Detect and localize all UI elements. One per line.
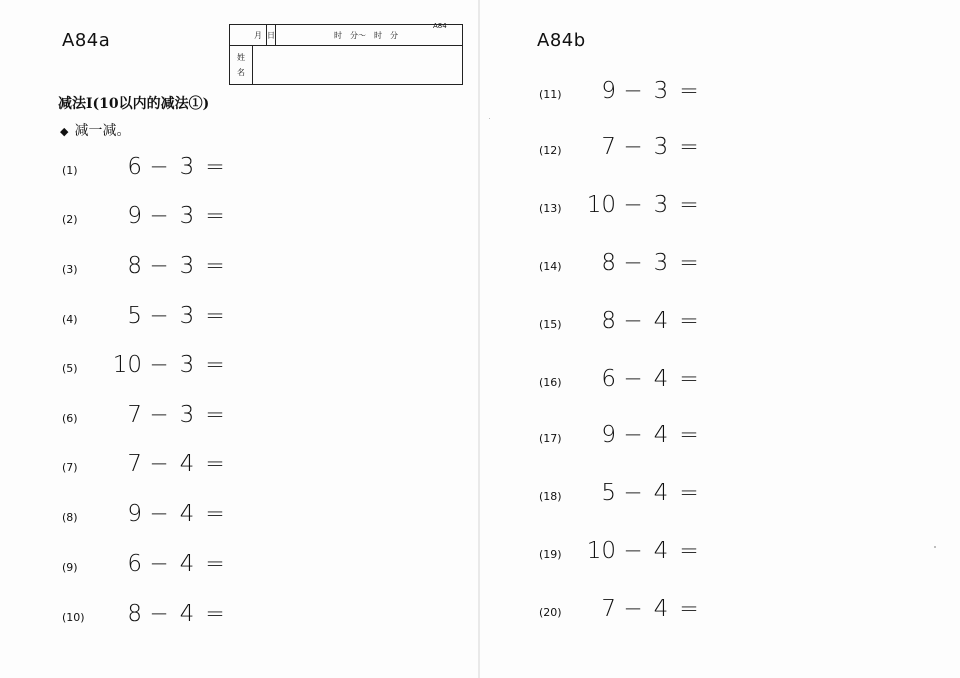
equals-sign: = xyxy=(205,154,225,180)
problem-expression xyxy=(112,451,232,477)
problem-number: (3) xyxy=(62,263,78,276)
answer-field[interactable] xyxy=(236,156,296,184)
minus-sign: − xyxy=(623,480,643,506)
problem-expression xyxy=(586,250,706,276)
equals-sign: = xyxy=(205,501,225,527)
operand-a: 10 xyxy=(586,192,616,218)
problem-expression xyxy=(586,78,706,104)
operand-a: 5 xyxy=(601,480,616,506)
operand-b: 3 xyxy=(653,134,669,160)
answer-field[interactable] xyxy=(710,424,770,452)
problem-number: (4) xyxy=(62,313,78,326)
operand-b: 3 xyxy=(653,250,669,276)
problem-expression xyxy=(586,134,706,160)
answer-field[interactable] xyxy=(236,503,296,531)
problem-number: (15) xyxy=(539,318,562,331)
name-label-1: 姓 xyxy=(237,53,245,62)
minus-sign: − xyxy=(623,422,643,448)
equals-sign: = xyxy=(679,480,699,506)
answer-field[interactable] xyxy=(710,540,770,568)
problem-expression xyxy=(586,538,706,564)
operand-b: 4 xyxy=(653,480,669,506)
problem-expression xyxy=(112,601,232,627)
answer-field[interactable] xyxy=(236,305,296,333)
problem-number: (5) xyxy=(62,362,78,375)
problem-number: (14) xyxy=(539,260,562,273)
equals-sign: = xyxy=(679,192,699,218)
time-label: 时 分～ 时 分 xyxy=(276,25,463,46)
equals-sign: = xyxy=(205,303,225,329)
operand-a: 7 xyxy=(127,402,142,428)
answer-field[interactable] xyxy=(710,136,770,164)
operand-a: 8 xyxy=(601,308,616,334)
scan-speck xyxy=(489,118,490,119)
minus-sign: − xyxy=(149,501,169,527)
operand-a: 8 xyxy=(127,601,142,627)
operand-b: 4 xyxy=(653,308,669,334)
problem-expression xyxy=(586,480,706,506)
minus-sign: − xyxy=(149,303,169,329)
minus-sign: − xyxy=(149,451,169,477)
minus-sign: − xyxy=(149,402,169,428)
day-label: 日 xyxy=(267,25,276,46)
instruction-text: 减一减。 xyxy=(74,123,131,139)
equals-sign: = xyxy=(205,203,225,229)
diamond-bullet-icon: ◆ xyxy=(60,125,69,138)
operand-a: 8 xyxy=(127,253,142,279)
operand-a: 6 xyxy=(601,366,616,392)
answer-field[interactable] xyxy=(710,482,770,510)
problem-expression xyxy=(112,501,232,527)
problem-number: (18) xyxy=(539,490,562,503)
minus-sign: − xyxy=(623,192,643,218)
answer-field[interactable] xyxy=(236,453,296,481)
equals-sign: = xyxy=(205,601,225,627)
minus-sign: − xyxy=(623,250,643,276)
problem-expression xyxy=(586,596,706,622)
problem-expression xyxy=(586,308,706,334)
operand-b: 4 xyxy=(653,366,669,392)
page-code-small: A84 xyxy=(433,22,447,30)
answer-field[interactable] xyxy=(236,603,296,631)
minus-sign: − xyxy=(149,601,169,627)
equals-sign: = xyxy=(679,250,699,276)
operand-a: 8 xyxy=(601,250,616,276)
name-label xyxy=(230,46,253,85)
equals-sign: = xyxy=(205,551,225,577)
minus-sign: − xyxy=(623,134,643,160)
minus-sign: − xyxy=(623,366,643,392)
problem-expression xyxy=(586,192,706,218)
operand-b: 4 xyxy=(653,596,669,622)
operand-b: 4 xyxy=(179,601,195,627)
operand-b: 3 xyxy=(179,203,195,229)
problem-number: (17) xyxy=(539,432,562,445)
minus-sign: − xyxy=(623,538,643,564)
minus-sign: − xyxy=(149,154,169,180)
equals-sign: = xyxy=(205,253,225,279)
problem-number: (12) xyxy=(539,144,562,157)
problem-number: (1) xyxy=(62,164,78,177)
operand-b: 4 xyxy=(179,551,195,577)
problem-number: (2) xyxy=(62,213,78,226)
operand-a: 6 xyxy=(127,551,142,577)
worksheet-page-b xyxy=(480,0,960,678)
problem-number: (19) xyxy=(539,548,562,561)
operand-b: 3 xyxy=(179,303,195,329)
problem-expression xyxy=(586,422,706,448)
problem-expression xyxy=(112,352,232,378)
problem-expression xyxy=(112,253,232,279)
operand-a: 9 xyxy=(127,501,142,527)
answer-field[interactable] xyxy=(710,194,770,222)
equals-sign: = xyxy=(679,422,699,448)
operand-b: 4 xyxy=(179,451,195,477)
operand-a: 9 xyxy=(127,203,142,229)
equals-sign: = xyxy=(679,366,699,392)
operand-a: 10 xyxy=(586,538,616,564)
problem-number: (6) xyxy=(62,412,78,425)
operand-b: 4 xyxy=(653,538,669,564)
operand-b: 4 xyxy=(179,501,195,527)
operand-b: 3 xyxy=(179,352,195,378)
minus-sign: − xyxy=(149,352,169,378)
page-code-b: A84b xyxy=(537,30,586,51)
problem-expression xyxy=(112,402,232,428)
problem-number: (9) xyxy=(62,561,78,574)
minus-sign: − xyxy=(623,596,643,622)
answer-field[interactable] xyxy=(236,553,296,581)
answer-field[interactable] xyxy=(236,404,296,432)
minus-sign: − xyxy=(623,78,643,104)
worksheet-page-a xyxy=(0,0,478,678)
page-code-a: A84a xyxy=(62,30,111,51)
operand-a: 10 xyxy=(112,352,142,378)
operand-b: 3 xyxy=(653,192,669,218)
operand-b: 3 xyxy=(179,154,195,180)
equals-sign: = xyxy=(679,78,699,104)
operand-a: 7 xyxy=(601,596,616,622)
equals-sign: = xyxy=(205,402,225,428)
equals-sign: = xyxy=(679,538,699,564)
problem-expression xyxy=(112,154,232,180)
equals-sign: = xyxy=(679,134,699,160)
scan-speck xyxy=(934,546,936,548)
operand-b: 3 xyxy=(653,78,669,104)
operand-a: 5 xyxy=(127,303,142,329)
operand-a: 7 xyxy=(601,134,616,160)
operand-a: 7 xyxy=(127,451,142,477)
operand-b: 3 xyxy=(179,402,195,428)
problem-expression xyxy=(112,203,232,229)
problem-expression xyxy=(112,303,232,329)
answer-field[interactable] xyxy=(710,80,770,108)
minus-sign: − xyxy=(149,203,169,229)
problem-number: (10) xyxy=(62,611,85,624)
name-label-2: 名 xyxy=(237,68,245,77)
problem-number: (7) xyxy=(62,461,78,474)
problem-expression xyxy=(586,366,706,392)
equals-sign: = xyxy=(679,596,699,622)
operand-a: 9 xyxy=(601,422,616,448)
problem-number: (11) xyxy=(539,88,562,101)
operand-b: 3 xyxy=(179,253,195,279)
operand-a: 6 xyxy=(127,154,142,180)
minus-sign: − xyxy=(623,308,643,334)
instruction xyxy=(60,120,130,140)
answer-field[interactable] xyxy=(710,598,770,626)
problem-expression xyxy=(112,551,232,577)
equals-sign: = xyxy=(679,308,699,334)
minus-sign: − xyxy=(149,551,169,577)
problem-number: (16) xyxy=(539,376,562,389)
section-title: 减法Ⅰ(10以内的减法①) xyxy=(58,96,210,112)
answer-field[interactable] xyxy=(710,368,770,396)
problem-number: (20) xyxy=(539,606,562,619)
answer-field[interactable] xyxy=(236,205,296,233)
date-name-box xyxy=(229,24,463,85)
month-label: 月 xyxy=(230,25,267,46)
operand-a: 9 xyxy=(601,78,616,104)
operand-b: 4 xyxy=(653,422,669,448)
name-field[interactable] xyxy=(253,46,463,85)
equals-sign: = xyxy=(205,451,225,477)
problem-number: (8) xyxy=(62,511,78,524)
answer-field[interactable] xyxy=(710,252,770,280)
answer-field[interactable] xyxy=(236,255,296,283)
answer-field[interactable] xyxy=(710,310,770,338)
answer-field[interactable] xyxy=(236,354,296,382)
equals-sign: = xyxy=(205,352,225,378)
problem-number: (13) xyxy=(539,202,562,215)
minus-sign: − xyxy=(149,253,169,279)
